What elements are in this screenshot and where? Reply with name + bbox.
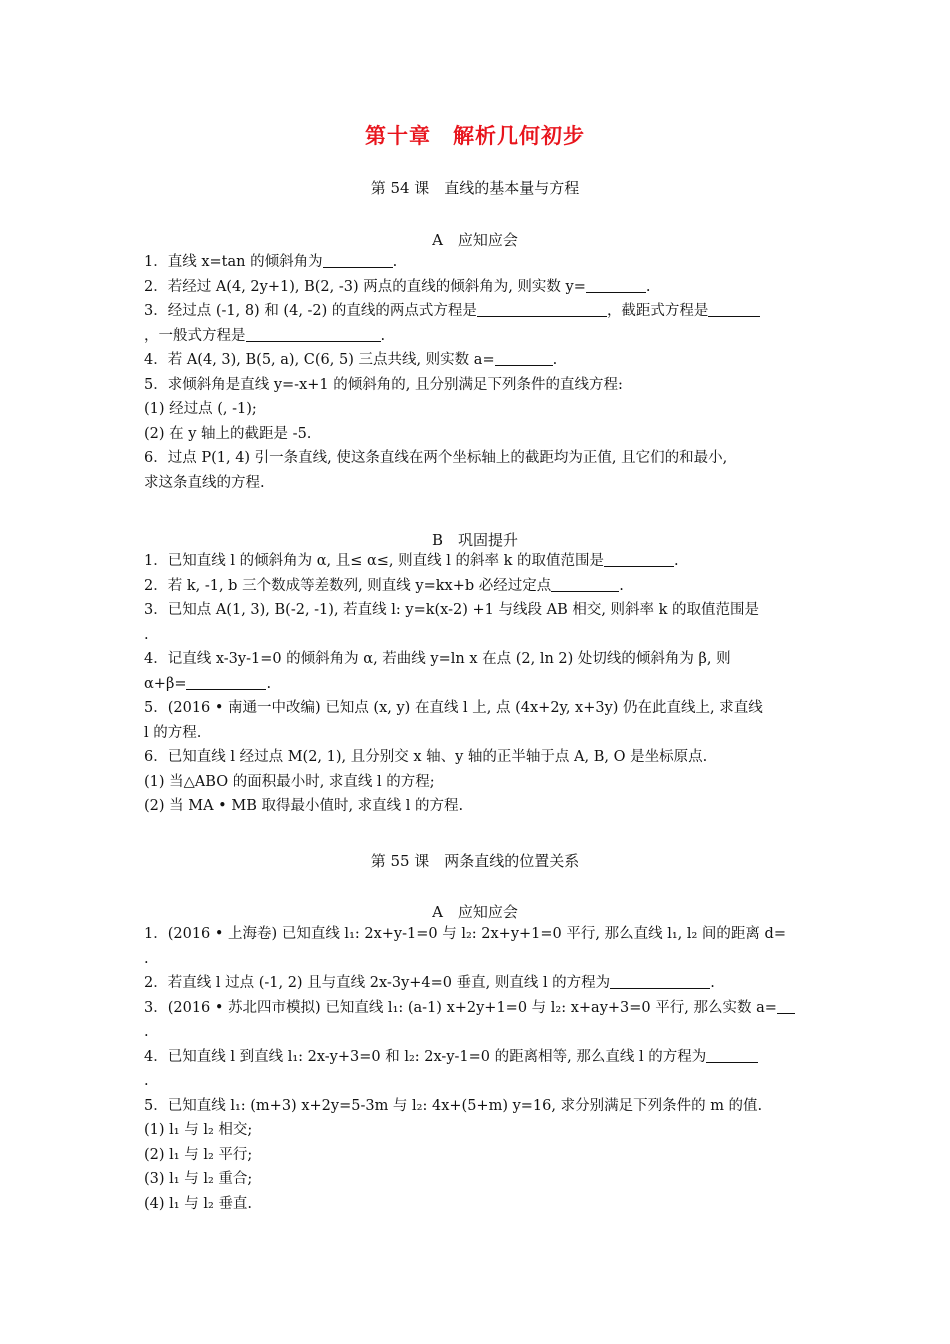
lesson-55-title: 第 55 课 两条直线的位置关系	[370, 852, 580, 870]
question-line: (2) 在 y 轴上的截距是 -5.	[144, 425, 312, 442]
question-line: 3．已知点 A(1, 3), B(-2, -1), 若直线 l: y=k(x-2) +1 与线段 AB 相交, 则斜率 k 的取值范围是	[144, 602, 760, 618]
lesson-55-section-a-heading: A 应知应会	[432, 903, 518, 921]
question-line: (1) l₁ 与 l₂ 相交;	[144, 1122, 253, 1138]
question-line: 5．已知直线 l₁: (m+3) x+2y=5-3m 与 l₂: 4x+(5+m) y=16, 求分别满足下列条件的 m 的值.	[144, 1097, 763, 1114]
question-line: 1．(2016 • 上海卷) 已知直线 l₁: 2x+y-1=0 与 l₂: 2x+y+1=0 平行, 那么直线 l₁, l₂ 间的距离 d=	[144, 926, 786, 942]
question-line: 1．已知直线 l 的倾斜角为 α, 且≤ α≤, 则直线 l 的斜率 k 的取值范围是 .	[144, 553, 679, 569]
question-line: (2) 当 MA • MB 取得最小值时, 求直线 l 的方程.	[144, 798, 464, 814]
question-line: 2．若直线 l 过点 (-1, 2) 且与直线 2x-3y+4=0 垂直, 则直线 l 的方程为 .	[144, 975, 715, 991]
question-line: (1) 经过点 (, -1);	[144, 401, 257, 417]
question-line: 6．过点 P(1, 4) 引一条直线, 使这条直线在两个坐标轴上的截距均为正值, 且它们的和最小,	[144, 450, 728, 466]
lesson-54-section-a-heading: A 应知应会	[432, 231, 518, 249]
question-line: (2) l₁ 与 l₂ 平行;	[144, 1146, 253, 1163]
question-line: (4) l₁ 与 l₂ 垂直.	[144, 1195, 252, 1212]
question-line: 求这条直线的方程.	[144, 474, 265, 491]
question-line: .	[144, 626, 149, 643]
question-line: 3．经过点 (-1, 8) 和 (4, -2) 的直线的两点式方程是 ，截距式方程是	[144, 299, 806, 324]
question-line: 2．若 k, -1, b 三个数成等差数列, 则直线 y=kx+b 必经过定点 .	[144, 577, 624, 594]
question-line: .	[144, 950, 149, 967]
question-line: 5．(2016 • 南通一中改编) 已知点 (x, y) 在直线 l 上, 点 (4x+2y, x+3y) 仍在此直线上, 求直线	[144, 700, 763, 716]
question-line: ，一般式方程是 .	[144, 327, 386, 344]
question-line: .	[144, 1024, 149, 1040]
lesson-55-section-a	[144, 922, 806, 1216]
question-line: 4．若 A(4, 3), B(5, a), C(6, 5) 三点共线, 则实数 a= .	[144, 352, 558, 368]
lesson-54-section-a	[144, 250, 806, 495]
question-line: 1．直线 x=tan 的倾斜角为 .	[144, 254, 398, 270]
chapter-title: 第十章 解析几何初步	[365, 123, 585, 148]
question-line: (1) 当△ABO 的面积最小时, 求直线 l 的方程;	[144, 773, 435, 790]
question-line: l 的方程.	[144, 724, 202, 741]
lesson-54-section-b-heading: B 巩固提升	[431, 531, 519, 549]
question-line: 5．求倾斜角是直线 y=-x+1 的倾斜角的, 且分别满足下列条件的直线方程:	[144, 376, 623, 393]
question-line: 6．已知直线 l 经过点 M(2, 1), 且分别交 x 轴、y 轴的正半轴于点 A, B, O 是坐标原点.	[144, 749, 708, 765]
question-line: (3) l₁ 与 l₂ 重合;	[144, 1171, 253, 1187]
question-line: 3．(2016 • 苏北四市模拟) 已知直线 l₁: (a-1) x+2y+1=0 与 l₂: x+ay+3=0 平行, 那么实数 a=	[144, 996, 806, 1021]
question-line: .	[144, 1073, 149, 1089]
question-line: 2．若经过 A(4, 2y+1), B(2, -3) 两点的直线的倾斜角为, 则实数 y= .	[144, 278, 651, 295]
question-line: α+β= .	[144, 675, 272, 692]
question-line: 4．记直线 x-3y-1=0 的倾斜角为 α, 若曲线 y=ln x 在点 (2, ln 2) 处切线的倾斜角为 β, 则	[144, 651, 731, 667]
question-line: 4．已知直线 l 到直线 l₁: 2x-y+3=0 和 l₂: 2x-y-1=0 的距离相等, 那么直线 l 的方程为	[144, 1045, 806, 1070]
lesson-54-section-b	[144, 549, 806, 819]
lesson-54-title: 第 54 课 直线的基本量与方程	[370, 179, 580, 197]
